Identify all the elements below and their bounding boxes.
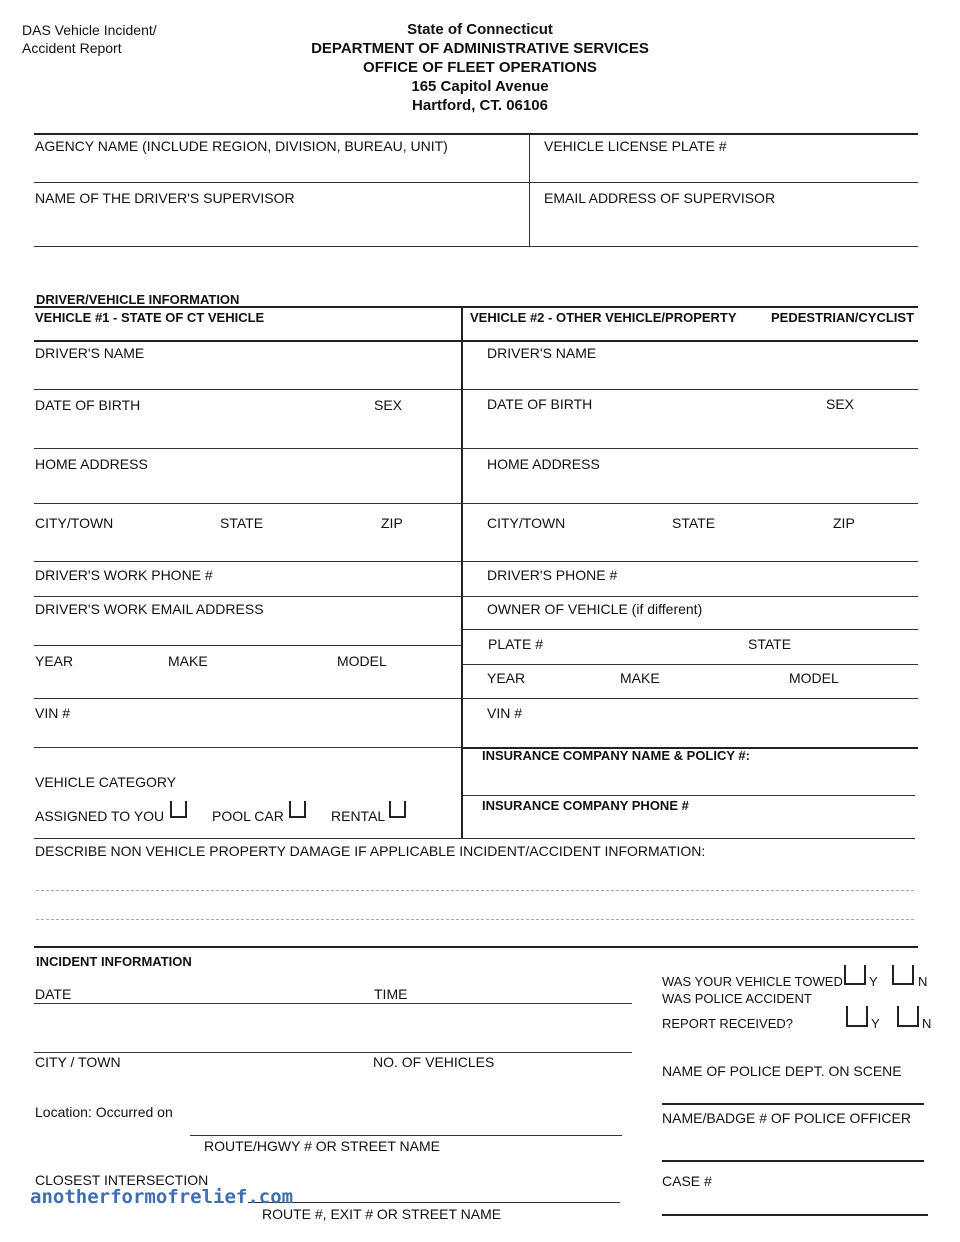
form-id-line2: Accident Report	[22, 40, 122, 56]
pool-car-checkbox[interactable]	[289, 801, 306, 818]
incident-date-time-line[interactable]	[34, 1003, 632, 1004]
header-city: Hartford, CT. 06106	[412, 97, 548, 114]
v1-vin-label: VIN #	[35, 705, 71, 721]
v2-home-address-label: HOME ADDRESS	[487, 456, 600, 472]
v1-sex-label: SEX	[374, 397, 403, 413]
agency-divider	[529, 133, 530, 246]
assigned-to-you-checkbox[interactable]	[170, 801, 187, 818]
agency-mid-rule[interactable]	[34, 182, 918, 183]
v2-dob-line[interactable]	[463, 448, 918, 449]
police-report-no-label: N	[922, 1016, 932, 1031]
incident-time-label: TIME	[374, 986, 408, 1002]
pedestrian-cyclist-title: PEDESTRIAN/CYCLIST	[771, 310, 915, 325]
v1-year-line[interactable]	[34, 698, 461, 699]
v2-sex-label: SEX	[826, 396, 855, 412]
v1-work-email-label: DRIVER'S WORK EMAIL ADDRESS	[35, 601, 264, 617]
route-street-label: ROUTE/HGWY # OR STREET NAME	[204, 1138, 440, 1154]
pool-car-label: POOL CAR	[212, 808, 284, 824]
towed-no-label: N	[918, 974, 928, 989]
property-damage-line-2[interactable]	[36, 919, 914, 920]
insurance-phone-label: INSURANCE COMPANY PHONE #	[482, 798, 689, 813]
v1-city-label: CITY/TOWN	[35, 515, 114, 531]
agency-name-label: AGENCY NAME (INCLUDE REGION, DIVISION, BUREAU, UNIT)	[35, 138, 448, 154]
dv-header-rule	[34, 340, 918, 342]
v2-make-label: MAKE	[620, 670, 660, 686]
v2-home-address-line[interactable]	[463, 503, 918, 504]
police-dept-line[interactable]	[662, 1103, 924, 1105]
v2-plate-state-label: STATE	[748, 636, 792, 652]
v1-work-email-line[interactable]	[34, 645, 461, 646]
incident-city-label: CITY / TOWN	[35, 1054, 121, 1070]
incident-city-top-line[interactable]	[34, 1052, 632, 1053]
v2-drivers-name-label: DRIVER'S NAME	[487, 345, 597, 361]
insurance-name-label: INSURANCE COMPANY NAME & POLICY #:	[482, 748, 750, 763]
location-label: Location: Occurred on	[35, 1104, 173, 1120]
insurance-name-line[interactable]	[463, 795, 915, 796]
incident-date-label: DATE	[35, 986, 72, 1002]
police-dept-label: NAME OF POLICE DEPT. ON SCENE	[662, 1063, 902, 1079]
v1-vin-line[interactable]	[34, 747, 461, 748]
v2-state-label: STATE	[672, 515, 716, 531]
v2-owner-label: OWNER OF VEHICLE (if different)	[487, 601, 703, 617]
v2-owner-line[interactable]	[463, 629, 918, 630]
v2-plate-label: PLATE #	[488, 636, 543, 652]
agency-top-rule	[34, 133, 918, 135]
route-street-line[interactable]	[190, 1135, 622, 1136]
incident-top-rule	[34, 946, 918, 948]
officer-line[interactable]	[662, 1160, 924, 1162]
v2-zip-label: ZIP	[833, 515, 855, 531]
v1-drivers-name-label: DRIVER'S NAME	[35, 345, 145, 361]
header-state: State of Connecticut	[407, 21, 553, 38]
police-report-label-2: REPORT RECEIVED?	[662, 1016, 794, 1031]
towed-label: WAS YOUR VEHICLE TOWED	[662, 974, 843, 989]
v1-state-label: STATE	[220, 515, 264, 531]
property-damage-line-1[interactable]	[36, 890, 914, 891]
closest-intersection-label: CLOSEST INTERSECTION	[35, 1172, 209, 1188]
v2-model-label: MODEL	[789, 670, 839, 686]
v2-dob-label: DATE OF BIRTH	[487, 396, 593, 412]
police-report-yes-label: Y	[871, 1016, 880, 1031]
v2-year-line[interactable]	[463, 698, 918, 699]
v1-category-label: VEHICLE CATEGORY	[35, 774, 177, 790]
v2-drivers-name-line[interactable]	[463, 389, 918, 390]
v1-work-phone-line[interactable]	[34, 596, 461, 597]
v2-city-label: CITY/TOWN	[487, 515, 566, 531]
assigned-to-you-label: ASSIGNED TO YOU	[35, 808, 165, 824]
supervisor-email-label: EMAIL ADDRESS OF SUPERVISOR	[544, 190, 776, 206]
v1-home-address-label: HOME ADDRESS	[35, 456, 148, 472]
v1-model-label: MODEL	[337, 653, 387, 669]
v2-phone-line[interactable]	[463, 596, 918, 597]
license-plate-label: VEHICLE LICENSE PLATE #	[544, 138, 727, 154]
dv-top-rule	[34, 306, 918, 308]
route-exit-label: ROUTE #, EXIT # OR STREET NAME	[262, 1206, 502, 1222]
v1-make-label: MAKE	[168, 653, 208, 669]
officer-label: NAME/BADGE # OF POLICE OFFICER	[662, 1110, 911, 1126]
v2-phone-label: DRIVER'S PHONE #	[487, 567, 618, 583]
dv-bottom-rule[interactable]	[34, 838, 915, 839]
towed-no-checkbox[interactable]	[892, 965, 914, 985]
vehicle-column-divider	[461, 306, 463, 839]
driver-vehicle-section-title: DRIVER/VEHICLE INFORMATION	[36, 292, 240, 307]
v1-home-address-line[interactable]	[34, 503, 461, 504]
incident-section-title: INCIDENT INFORMATION	[36, 954, 192, 969]
v1-work-phone-label: DRIVER'S WORK PHONE #	[35, 567, 213, 583]
police-report-yes-checkbox[interactable]	[846, 1006, 868, 1027]
v2-plate-line[interactable]	[463, 664, 918, 665]
v1-dob-line[interactable]	[34, 448, 461, 449]
agency-bottom-rule[interactable]	[34, 246, 918, 247]
police-report-no-checkbox[interactable]	[897, 1006, 919, 1027]
vehicle2-title: VEHICLE #2 - OTHER VEHICLE/PROPERTY	[470, 310, 737, 325]
incident-num-vehicles-label: NO. OF VEHICLES	[373, 1054, 495, 1070]
v1-dob-label: DATE OF BIRTH	[35, 397, 141, 413]
watermark-text: anotherformofrelief.com	[30, 1186, 294, 1208]
header-street: 165 Capitol Avenue	[411, 78, 549, 95]
vehicle1-title: VEHICLE #1 - STATE OF CT VEHICLE	[35, 310, 265, 325]
case-label: CASE #	[662, 1173, 712, 1189]
v1-city-line[interactable]	[34, 561, 461, 562]
rental-label: RENTAL	[331, 808, 386, 824]
supervisor-name-label: NAME OF THE DRIVER'S SUPERVISOR	[35, 190, 295, 206]
v2-city-line[interactable]	[463, 561, 918, 562]
route-exit-line[interactable]	[248, 1202, 620, 1203]
form-id-line1: DAS Vehicle Incident/	[22, 22, 157, 38]
property-damage-label: DESCRIBE NON VEHICLE PROPERTY DAMAGE IF APPLICABLE INCIDENT/ACCIDENT INFORMATION:	[35, 843, 706, 859]
rental-checkbox[interactable]	[389, 801, 406, 818]
towed-yes-checkbox[interactable]	[844, 965, 866, 985]
header-department: DEPARTMENT OF ADMINISTRATIVE SERVICES	[311, 40, 649, 57]
police-report-label-1: WAS POLICE ACCIDENT	[662, 991, 812, 1006]
header-office: OFFICE OF FLEET OPERATIONS	[363, 59, 597, 76]
v1-zip-label: ZIP	[381, 515, 403, 531]
v1-year-label: YEAR	[35, 653, 74, 669]
v2-vin-label: VIN #	[487, 705, 523, 721]
v1-drivers-name-line[interactable]	[34, 389, 461, 390]
v2-year-label: YEAR	[487, 670, 526, 686]
case-line[interactable]	[662, 1214, 928, 1216]
towed-yes-label: Y	[869, 974, 878, 989]
